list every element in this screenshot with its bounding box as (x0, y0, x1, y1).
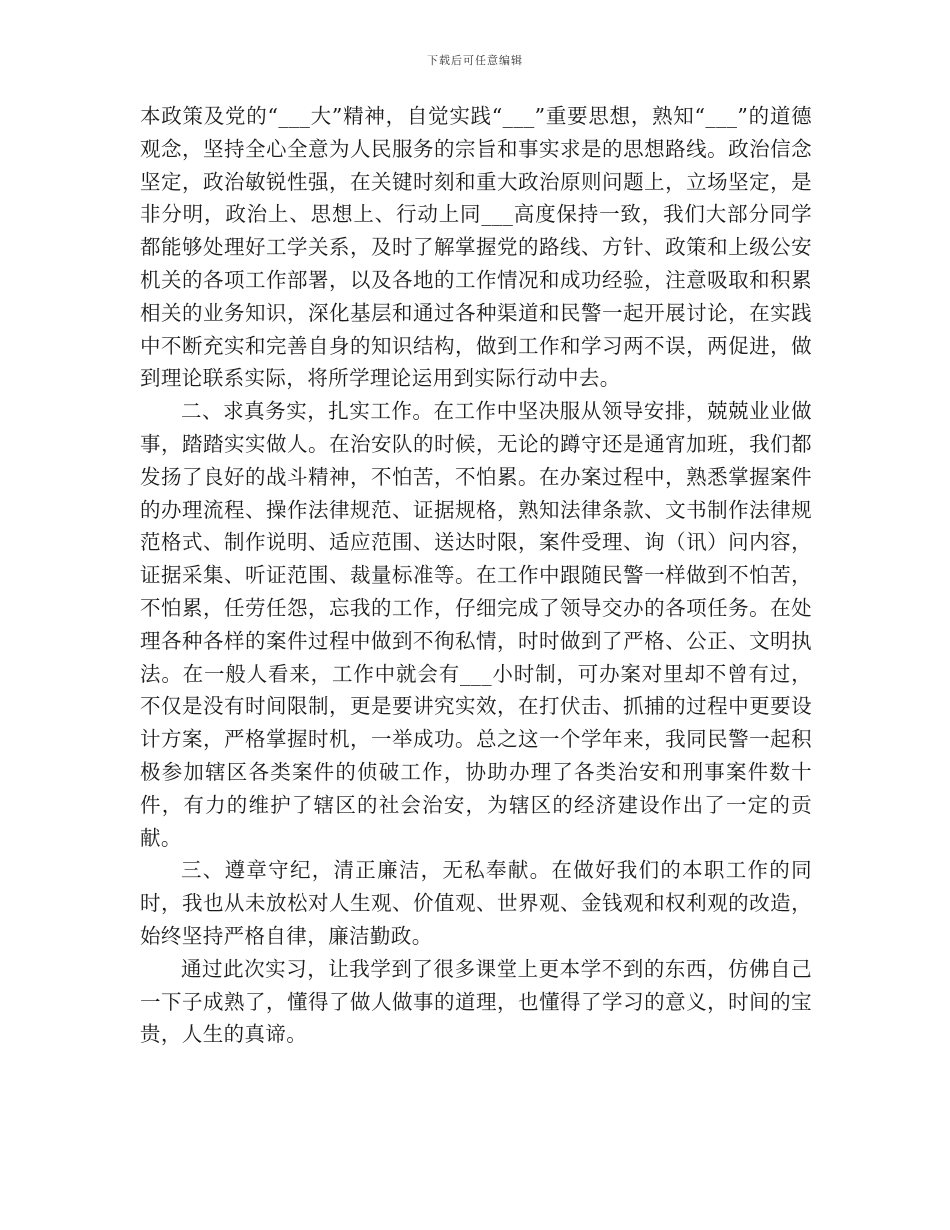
document-body (140, 100, 812, 1051)
paragraph-section-two: 二、求真务实，扎实工作。在工作中坚决服从领导安排，兢兢业业做事，踏踏实实做人。在治安队的时候，无论的蹲守还是通宵加班，我们都发扬了良好的战斗精神，不怕苦，不怕累。在办案过程中，熟悉掌握案件的办理流程、操作法律规范、证据规格，熟知法律条款、文书制作法律规范格式、制作说明、适应范围、送达时限，案件受理、询（讯）问内容，证据采集、听证范围、裁量标准等。在工作中跟随民警一样做到不怕苦，不怕累，任劳任怨，忘我的工作，仔细完成了领导交办的各项任务。在处理各种各样的案件过程中做到不徇私情，时时做到了严格、公正、文明执法。在一般人看来，工作中就会有___小时制，可办案对里却不曾有过，不仅是没有时间限制，更是要讲究实效，在打伏击、抓捕的过程中更要设计方案，严格掌握时机，一举成功。总之这一个学年来，我同民警一起积极参加辖区各类案件的侦破工作，协助办理了各类治安和刑事案件数十件，有力的维护了辖区的社会治安，为辖区的经济建设作出了一定的贡献。 (140, 399, 812, 850)
paragraph-section-three: 三、遵章守纪，清正廉洁，无私奉献。在做好我们的本职工作的同时，我也从未放松对人生观、价值观、世界观、金钱观和权利观的改造，始终坚持严格自律，廉洁勤政。 (140, 858, 812, 948)
page-header: 下载后可任意编辑 (427, 54, 523, 67)
paragraph-conclusion: 通过此次实习，让我学到了很多课堂上更本学不到的东西，仿佛自己一下子成熟了，懂得了做人做事的道理，也懂得了学习的意义，时间的宝贵，人生的真谛。 (140, 956, 812, 1047)
paragraph-intro-continuation: 本政策及党的“___大”精神，自觉实践“___”重要思想，熟知“___”的道德观念，坚持全心全意为人民服务的宗旨和事实求是的思想路线。政治信念坚定，政治敏锐性强，在关键时刻和重大政治原则问题上，立场坚定，是非分明，政治上、思想上、行动上同___高度保持一致，我们大部分同学都能够处理好工学关系，及时了解掌握党的路线、方针、政策和上级公安机关的各项工作部署，以及各地的工作情况和成功经验，注意吸取和积累相关的业务知识，深化基层和通过各种渠道和民警一起开展讨论，在实践中不断充实和完善自身的知识结构，做到工作和学习两不误，两促进，做到理论联系实际，将所学理论运用到实际行动中去。 (140, 104, 812, 391)
